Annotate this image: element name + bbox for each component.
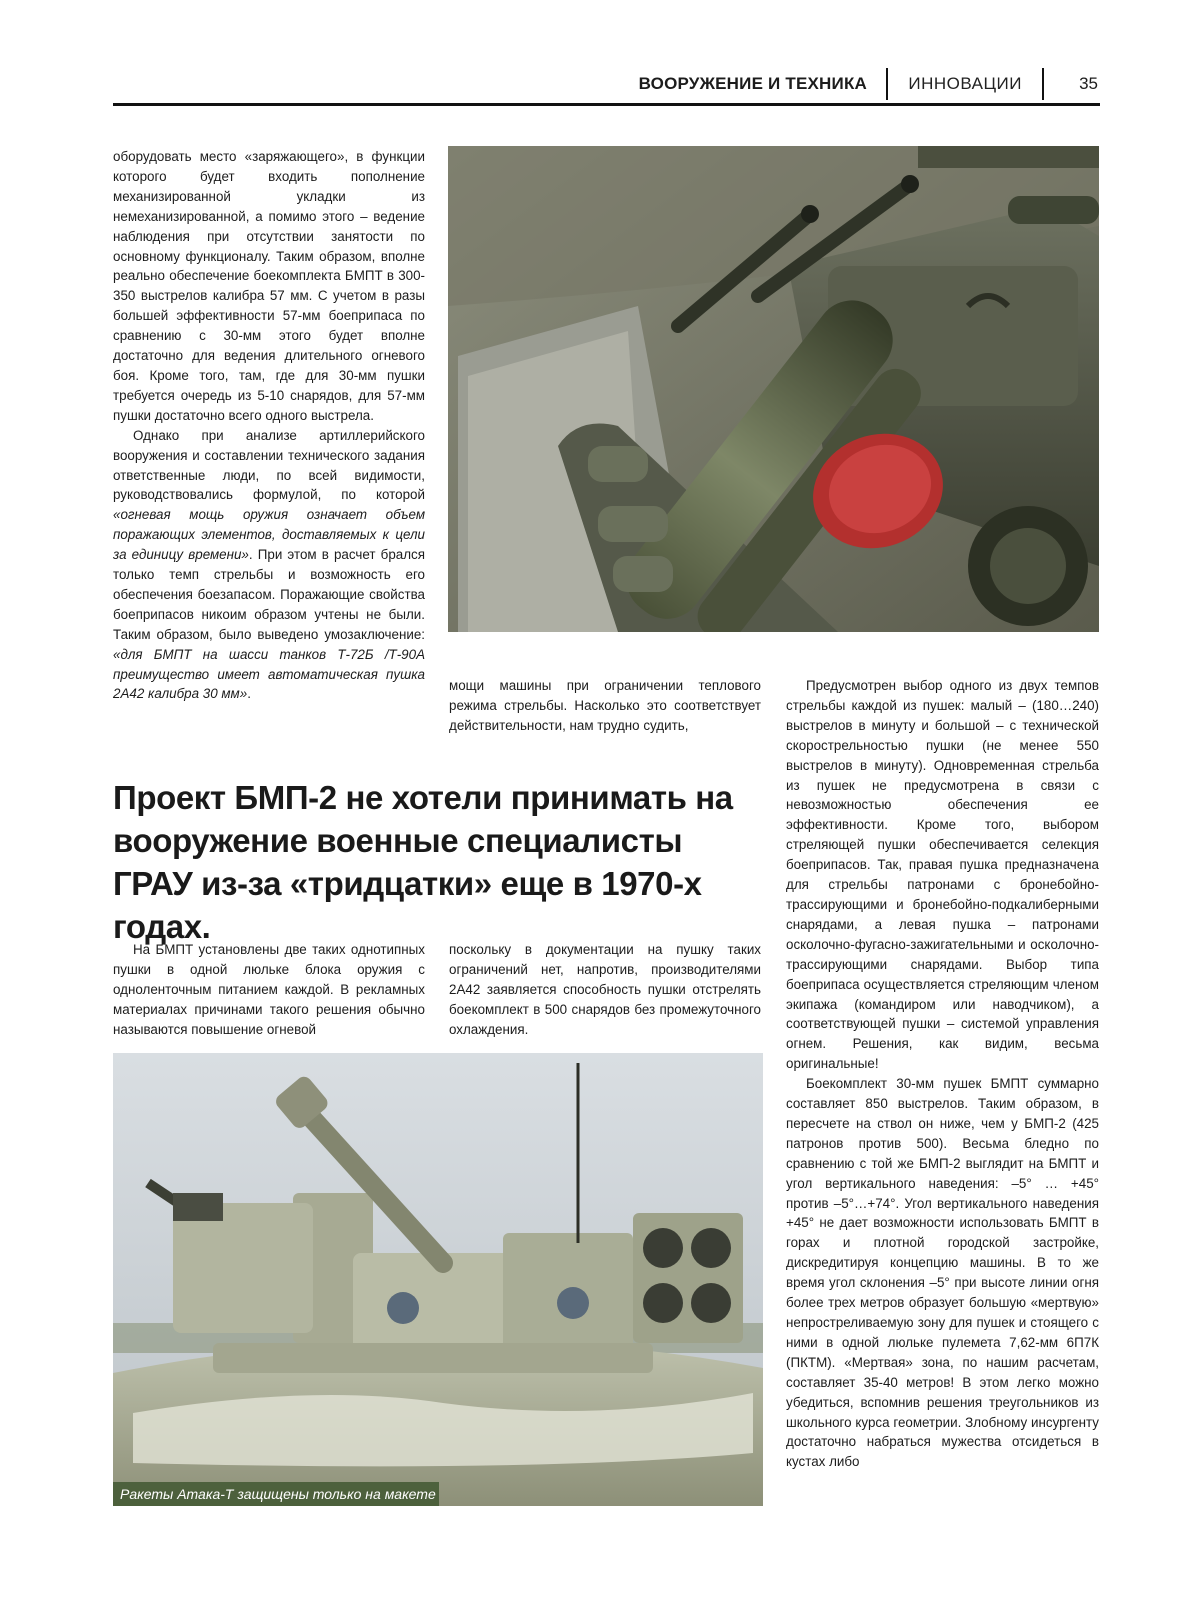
paragraph: На БМПТ установлены две таких однотипных пушки в одной люльке блока оружия с одноленточным питанием каждой. В рекламных материалах причинами такого решения обычно называются повышение огневой — [113, 942, 425, 1037]
photo-caption: Ракеты Атака-Т защищены только на макете — [113, 1482, 439, 1506]
italic-quote: «огневая мощь оружия означает объем поражающих элементов, доставляемых к цели за единицу времени» — [113, 507, 425, 563]
text-column-left — [113, 147, 425, 704]
paragraph: поскольку в документации на пушку таких ограничений нет, напротив, производителями 2А42 заявляется способность пушки отстрелять боекомплект в 500 снарядов без промежуточного охлаждения. — [449, 942, 761, 1037]
text-run: . — [247, 686, 251, 702]
header-divider — [1042, 68, 1044, 100]
paragraph: Предусмотрен выбор одного из двух темпов стрельбы каждой из пушек: малый – (180…240) выстрелов в минуту и большой – с технической скорострельностью пушки (не менее 550 выстрелов в минуту). Одновременная стрельба из пушек не предусмотрена в связи с невозможностью обеспечения ее эффективности. Кроме того, выбором стреляющей пушки обеспечивается селекция боеприпасов. Так, правая пушка предназначена для стрельбы патронами с бронебойно-трассирующими и бронебойно-подкалиберными снарядами, а левая пушка – патронами осколочно-фугасно-зажигательными и осколочно-трассирующими снарядами. Выбор типа боеприпаса осуществляется стреляющим членом экипажа (командиром или наводчиком), а соответствующей пушки – системой управления огнем. Решения, как видим, весьма оригинальные! — [786, 678, 1099, 1072]
paragraph: Боекомплект 30-мм пушек БМПТ суммарно составляет 850 выстрелов. Таким образом, в пересчете на ствол он ниже, чем у БМП-2 (425 патронов против 500). Весьма бледно по сравнению с той же БМП-2 выглядит на БМПТ и угол вертикального наведения: –5° … +45° против –5°…+74°. Угол вертикального наведения +45° не дает возможности использовать БМПТ в горах и плотной городской застройке, дискредитируя концепцию машины. В то же время угол склонения –5° при высоте линии огня более трех метров образует большую «мертвую» непростреливаемую зону для пушек и стоящего с ними в одной люльке пулемета 7,62-мм 6П7К (ПКТМ). «Мертвая» зона, по нашим расчетам, составляет 35-40 метров! В этом легко можно убедиться, вспомнив решения треугольников из школьного курса геометрии. Злобному инсургенту достаточно набраться мужества отсидеться в кустах либо — [786, 1076, 1099, 1470]
text-run: Однако при анализе артиллерийского вооружения и составлении технического задания ответственные люди, по всей видимости, руководствовались формулой, по которой — [113, 427, 425, 503]
text-column-middle-top — [449, 676, 761, 736]
text-run: . При этом в расчет брался только темп стрельбы и возможность его обеспечения боезапасом. Поражающие свойства боеприпасов никоим образом учтены не были. Таким образом, было выведено умозаключение: — [113, 547, 425, 642]
photo-weapon-module — [448, 146, 1099, 632]
section-title: ВООРУЖЕНИЕ И ТЕХНИКА — [638, 74, 867, 93]
paragraph: мощи машины при ограничении теплового режима стрельбы. Насколько это соответствует действительности, нам трудно судить, — [449, 678, 761, 733]
header-rule — [113, 103, 1100, 106]
page-number: 35 — [1079, 74, 1098, 93]
header-divider — [886, 68, 888, 100]
text-column-middle-bottom — [449, 940, 761, 1040]
page-header — [113, 68, 1100, 102]
text-column-right — [786, 676, 1099, 1472]
text-column-left-bottom — [113, 940, 425, 1040]
headline: Проект БМП-2 не хотели принимать на вооружение военные специалисты ГРАУ из-за «тридцатки» еще в 1970-х годах. — [113, 779, 733, 945]
italic-quote: «для БМПТ на шасси танков Т-72Б /Т-90А преимущество имеет автоматическая пушка 2А42 калибра 30 мм» — [113, 646, 425, 702]
paragraph: оборудовать место «заряжающего», в функции которого будет входить пополнение механизированной укладки из немеханизированной, а помимо этого – ведение наблюдения при отсутствии занятости по основному функционалу. Таким образом, вполне реально обеспечение боекомплекта БМПТ в 300-350 выстрелов калибра 57 мм. С учетом в разы большей эффективности 57-мм боеприпаса по сравнению с 30-мм этого будет вполне достаточно для ведения длительного огневого боя. Кроме того, там, где для 30-мм пушки требуется очередь из 5-10 снарядов, для 57-мм пушки достаточно всего одного выстрела. — [113, 149, 425, 423]
subsection-title: ИННОВАЦИИ — [908, 74, 1022, 93]
paragraph — [113, 426, 425, 705]
photo-turret-missiles — [113, 1053, 763, 1506]
